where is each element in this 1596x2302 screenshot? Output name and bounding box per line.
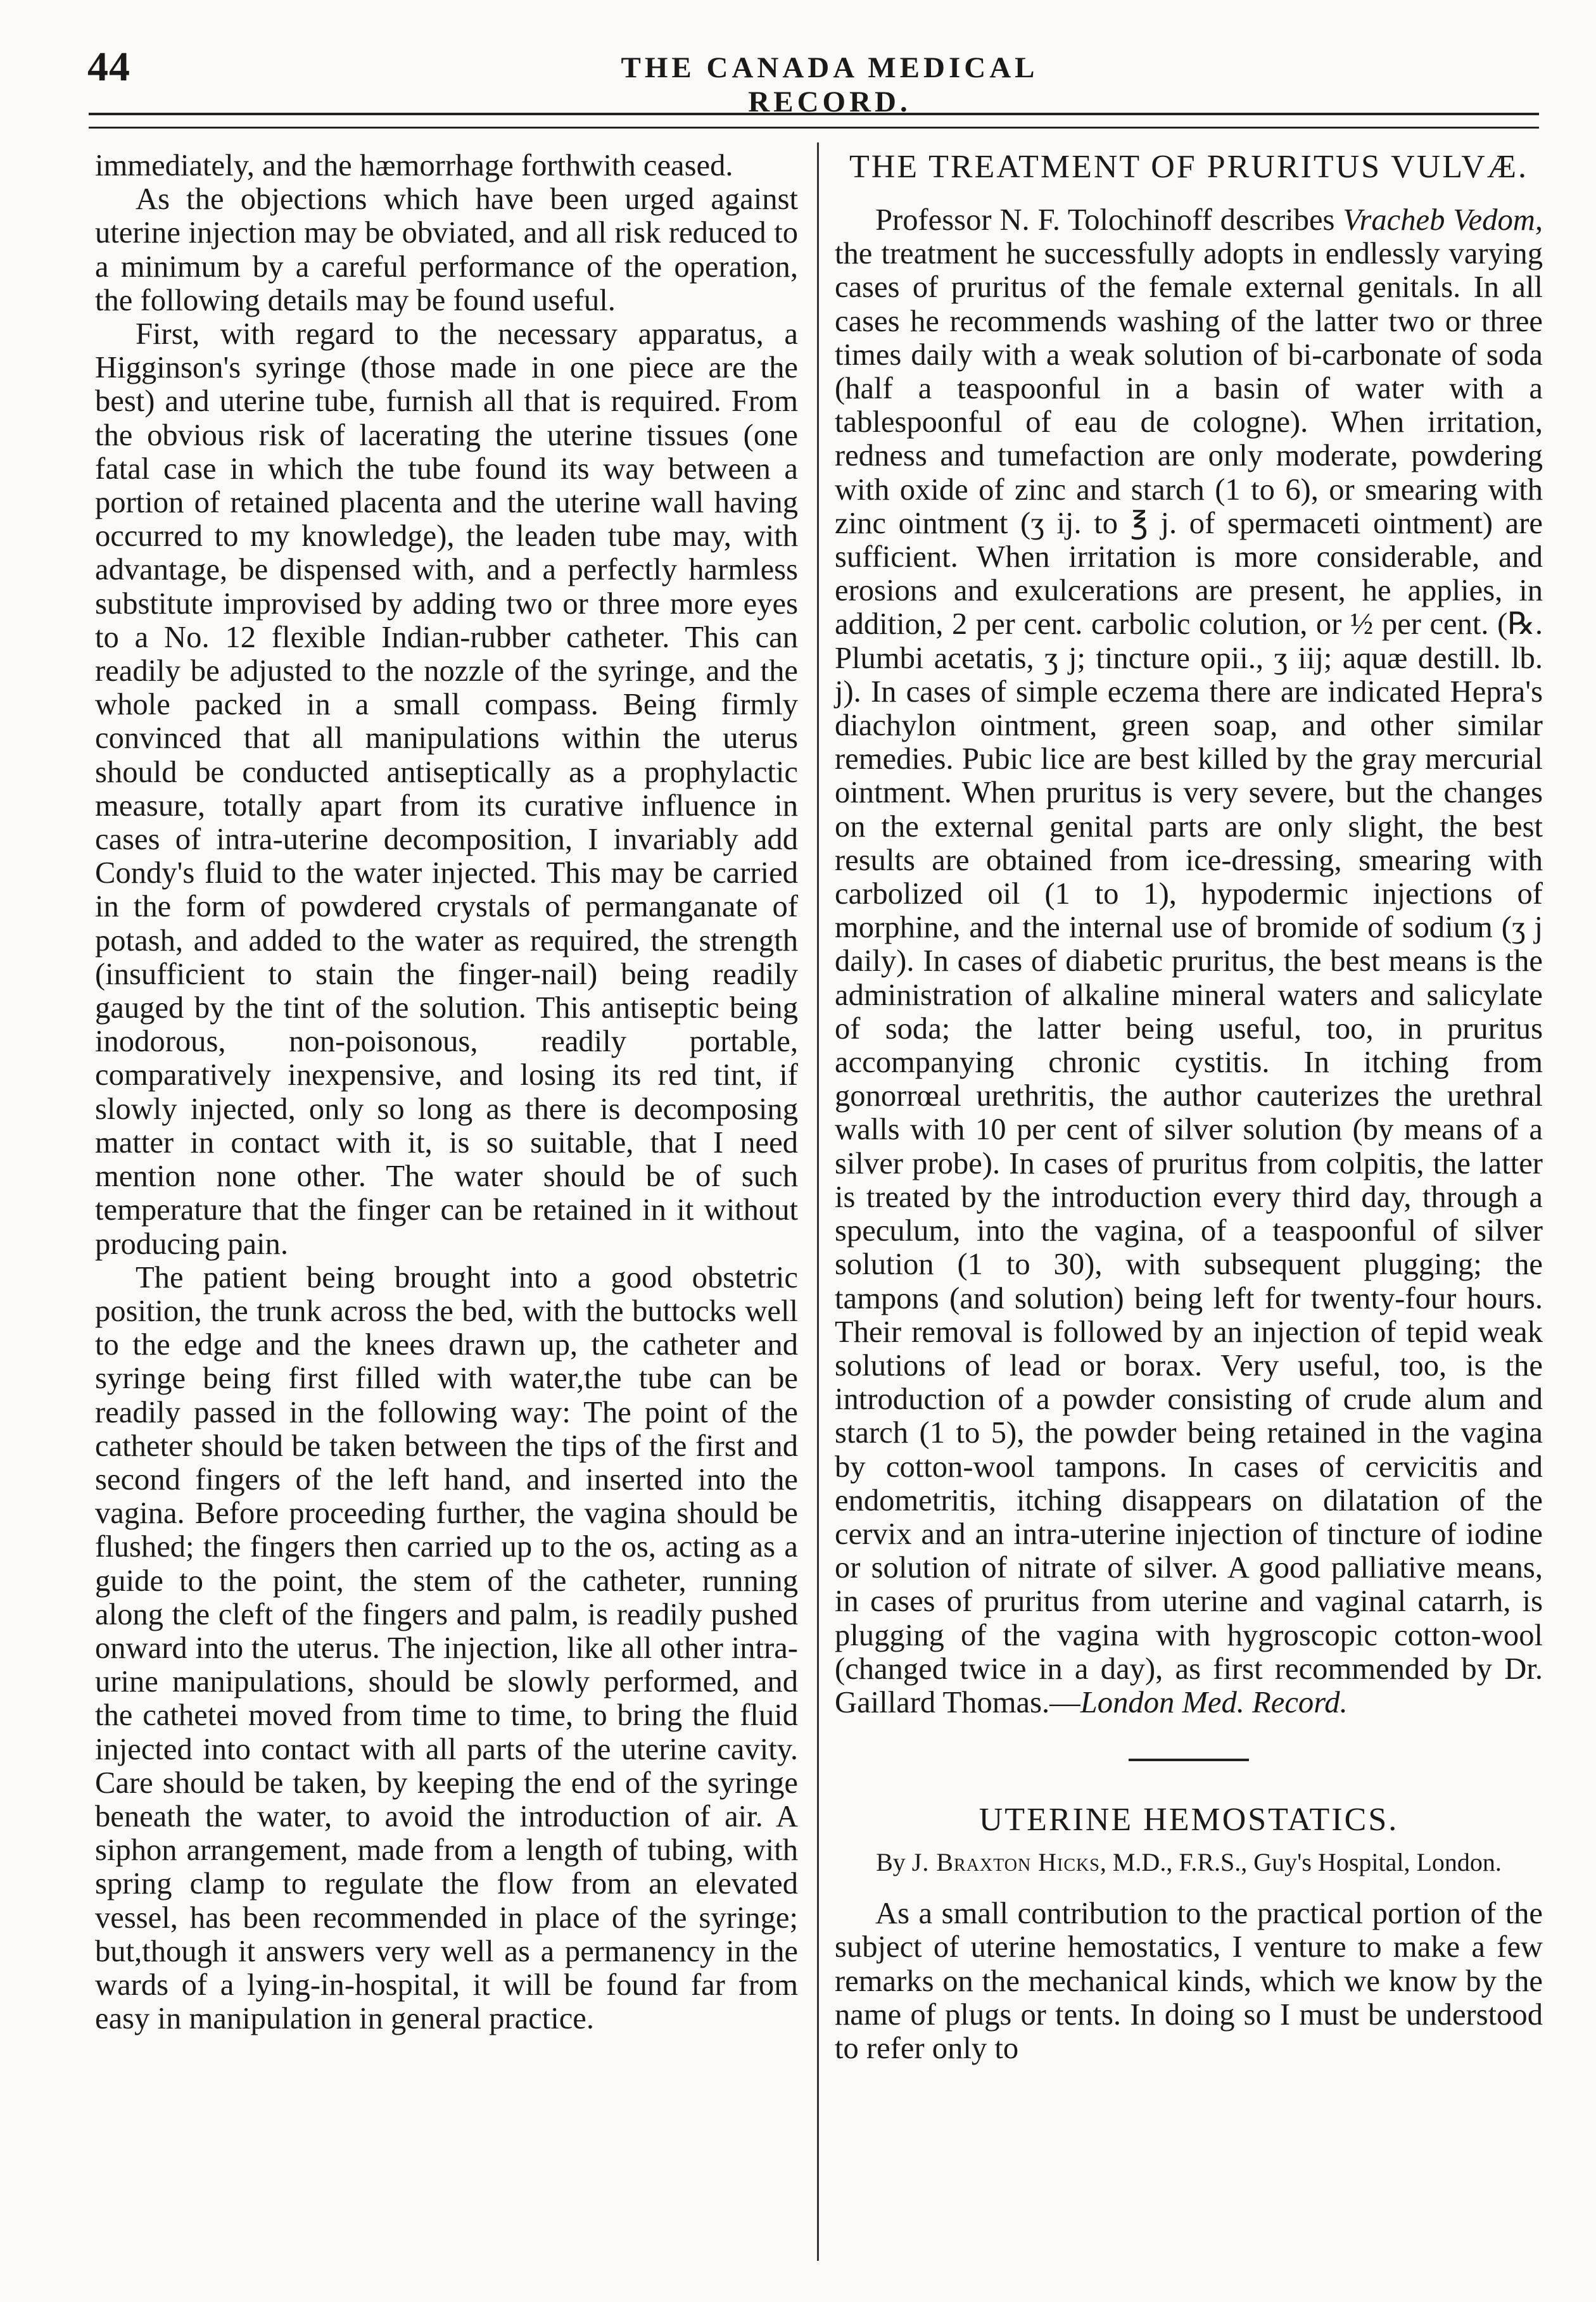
article-body — [835, 203, 1543, 1719]
author-name: J. Braxton Hicks — [911, 1848, 1100, 1877]
column-divider — [817, 142, 819, 2261]
paragraph: First, with regard to the necessary apparatus, a Higginson's syringe (those made in one piece are the best) and uterine tube, furnish all that is required. From the obvious risk of lacerating the uterine tissues (one fatal case in which the tube found its way between a portion of retained placenta and the uterine wall having occurred to my knowledge), the leaden tube may, with advantage, be dispensed with, and a perfectly harmless substitute improvised by adding two or three more eyes to a No. 12 flexible Indian-rubber catheter. This can readily be adjusted to the nozzle of the syringe, and the whole packed in a small compass. Being firmly convinced that all manipulations within the uterus should be conducted antiseptically as a prophylactic measure, totally apart from its curative influence in cases of intra-uterine decomposition, I invariably add Condy's fluid to the water injected. This may be carried in the form of powdered crystals of permanganate of potash, and added to the water as required, the strength (insufficient to stain the finger-nail) being readily gauged by the tint of the solution. This antiseptic being inodorous, non-poisonous, readily portable, comparatively inexpensive, and losing its red tint, if slowly injected, only so long as there is decomposing matter in contact with it, is so suitable, that I need mention none other. The water should be of such temperature that the finger can be retained in it without producing pain. — [95, 317, 798, 1261]
paragraph: As the objections which have been urged against uterine injection may be obviated, and all risk reduced to a minimum by a careful performance of the operation, the following details may be found useful. — [95, 182, 798, 317]
right-column — [835, 149, 1543, 2065]
left-column — [95, 149, 798, 2035]
paragraph: The patient being brought into a good obstetric position, the trunk across the bed, with the buttocks well to the edge and the knees drawn up, the catheter and syringe being first filled with water,the tube can be readily passed in the following way: The point of the catheter should be taken between the tips of the first and second fingers of the left hand, and inserted into the vagina. Before proceeding further, the vagina should be flushed; the fingers then carried up to the os, acting as a guide to the point, the stem of the catheter, running along the cleft of the fingers and palm, is readily pushed onward into the uterus. The injection, like all other intra-urine manipulations, should be slowly performed, and the cathetei moved from time to time, to bring the fluid injected into contact with all parts of the uterine cavity. Care should be taken, by keeping the end of the syringe beneath the water, to avoid the introduction of air. A siphon arrangement, made from a length of tubing, with spring clamp to regulate the flow from an elevated vessel, has been recommended in place of the syringe; but,though it answers very well as a permanency in the wards of a lying-in-hospital, it will be found far from easy in manipulation in general practice. — [95, 1260, 798, 2036]
source-citation: London Med. Record. — [1080, 1685, 1348, 1719]
paragraph: immediately, and the hæmorrhage forthwith ceased. — [95, 148, 733, 182]
section-divider — [1129, 1759, 1249, 1761]
header-rule — [89, 113, 1539, 115]
page-number: 44 — [87, 44, 130, 90]
author-credentials: , M.D., F.R.S., Guy's Hospital, London. — [1099, 1848, 1502, 1877]
article-body: As a small contribution to the practical portion of the subject of uterine hemostatics, I venture to make a few remarks on the mechanical kinds, which we know by the name of plugs or tents. In doing so I must be understood to refer only to — [835, 1896, 1543, 2065]
body-text: the treatment he successfully adopts in endlessly varying cases of pruritus of the female external genitals. In all cases he recommends washing of the latter two or three times daily with a weak solution of bi-carbonate of soda (half a teaspoonful in a basin of water with a tablespoonful of eau de cologne). When irritation, redness and tumefaction are only moderate, powdering with oxide of zinc and starch (1 to 6), or smearing with zinc ointment (ʒ ij. to ℥ j. of spermaceti ointment) are sufficient. When irritation is more considerable, and erosions and exulcerations are present, he applies, in addition, 2 per cent. carbolic colution, or ½ per cent. (℞. Plumbi acetatis, ʒ j; tincture opii., ʒ iij; aquæ destill. lb. j). In cases of simple eczema there are indicated Hepra's diachylon ointment, green soap, and other similar remedies. Pubic lice are best killed by the gray mercurial ointment. When pruritus is very severe, but the changes on the external genital parts are only slight, the best results are obtained from ice-dressing, smearing with carbolized oil (1 to 1), hypodermic injections of morphine, and the internal use of bromide of sodium (ʒ j daily). In cases of diabetic pruritus, the best means is the administration of alkaline mineral waters and salicylate of soda; the latter being useful, too, in pruritus accompanying chronic cystitis. In itching from gonorrœal urethritis, the author cauterizes the urethral walls with 10 per cent of silver solution (by means of a silver probe). In cases of pruritus from colpitis, the latter is treated by the introduction every third day, through a speculum, into the vagina, of a teaspoonful of silver solution (1 to 30), with subsequent plugging; the tampons (and solution) being left for twenty-four hours. Their removal is followed by an injection of tepid weak solutions of lead or borax. Very useful, too, is the introduction of a powder consisting of crude alum and starch (1 to 5), the powder being retained in the vagina by cotton-wool tampons. In cases of cervicitis and endometritis, itching disappears on dilatation of the cervix and an intra-uterine injection of tincture of iodine or solution of nitrate of silver. A good palliative means, in cases of pruritus from uterine and vaginal catarrh, is plugging of the vagina with hygroscopic cotton-wool (changed twice in a day), as first recommended by Dr. Gaillard Thomas.— — [835, 236, 1543, 1719]
body-text: Professor N. F. Tolochinoff describes — [875, 203, 1343, 237]
byline — [835, 1845, 1543, 1880]
byline-prefix: By — [876, 1848, 912, 1877]
article-heading: UTERINE HEMOSTATICS. — [978, 1802, 1399, 1838]
running-head: THE CANADA MEDICAL RECORD. — [621, 51, 1039, 118]
header-rule-thin — [89, 127, 1539, 129]
article-heading: THE TREATMENT OF PRURITUS VULVÆ. — [849, 149, 1529, 185]
journal-name: Vracheb Vedom, — [1343, 203, 1543, 237]
